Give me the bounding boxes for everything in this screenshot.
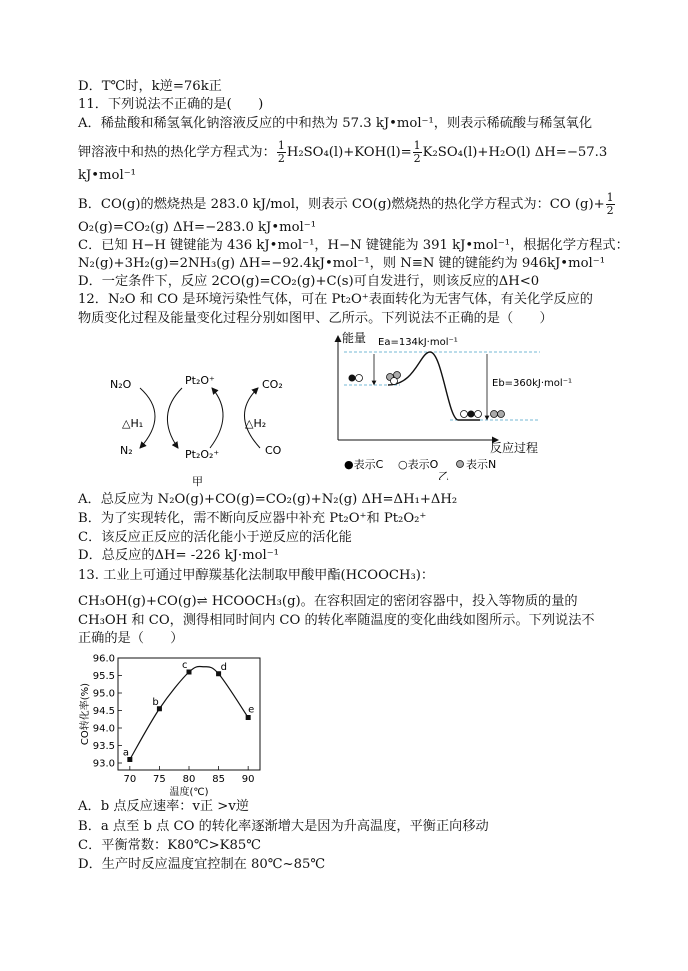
conversion-curve [130,666,248,759]
y-axis-label: CO转化率(%) [80,682,91,746]
y-tick-label: 95.5 [92,671,115,682]
yi-legend-c: ●表示C [344,458,384,471]
q13-option-d: D．生产时反应温度宜控制在 80℃~85℃ [78,857,326,872]
x-tick-label: 70 [123,774,137,785]
yi-atom-c [349,375,356,382]
data-label-e: e [248,704,255,716]
x-axis-label: 温度(℃) [169,787,209,798]
x-tick-label: 90 [241,774,255,785]
q12-stem-line2: 物质变化过程及能量变化过程分别如图甲、乙所示。下列说法不正确的是（ ） [78,311,553,326]
chart-frame [118,658,260,770]
q12-option-b: B．为了实现转化，需不断向反应器中补充 Pt₂O⁺和 Pt₂O₂⁺ [78,511,427,526]
jia-n2o: N₂O [110,378,132,391]
q11-option-d: D．一定条件下，反应 2CO(g)=CO₂(g)+C(s)可自发进行，则该反应的ΔH<0 [78,274,540,289]
q13-option-a: A．b 点反应速率：v正 >v逆 [78,799,249,814]
q11a-text3: K₂SO₄(l)+H₂O(l) ΔH=−57.3 [422,145,608,160]
y-tick-label: 93.0 [92,758,115,770]
q11a-text1: 钾溶液中和热的热化学方程式为： [78,145,276,160]
q11-option-b-line1 [78,192,616,217]
yi-atom-o [461,411,468,418]
q13-text: 。在容积固定的密闭容器中，投入等物质的量的 [300,594,578,609]
q12-stem-line1: 12．N₂O 和 CO 是环境污染性气体，可在 Pt₂O⁺表面转化为无害气体，有关化学反应的 [78,292,593,307]
frac-num: 1 [606,191,614,204]
yi-x-label: 反应过程 [490,441,539,455]
jia-co: CO [265,444,282,457]
y-tick-label: 93.5 [92,741,115,752]
jia-n2: N₂ [120,444,133,457]
jia-pt2o2-plus: Pt₂O₂⁺ [185,448,220,461]
q11a-text2: H₂SO₄(l)+KOH(l)= [286,145,412,160]
co-conversion-chart [78,652,268,802]
data-label-d: d [220,661,227,673]
q13-stem-line2 [78,593,578,611]
yi-atom-n [491,411,498,418]
jia-arrow-left-inner [167,388,182,448]
y-tick-label: 96.0 [92,653,115,665]
y-tick-label: 94.5 [92,706,115,717]
frac-den: 2 [413,152,421,165]
data-label-c: c [182,660,188,671]
q11-option-a-line2 [78,140,607,165]
data-label-a: a [122,747,129,759]
q13-stem-line3: CH₃OH 和 CO，测得相同时间内 CO 的转化率随温度的变化曲线如图所示。下列说法不 [78,613,595,628]
q13-stem-line4: 正确的是（ ） [78,631,184,646]
x-tick-label: 75 [153,774,166,785]
q12-option-c: C．该反应正反应的活化能小于逆反应的活化能 [78,530,352,545]
y-tick-label: 94.0 [92,723,115,735]
yi-eb-label: Eb=360kJ·mol⁻¹ [492,378,572,389]
jia-pt2o-plus: Pt₂O⁺ [185,374,215,387]
q12-option-a: A．总反应为 N₂O(g)+CO(g)=CO₂(g)+N₂(g) ΔH=ΔH₁+ΔH₂ [78,492,458,507]
fraction-half [413,140,422,165]
yi-legend-n: 表示N [466,458,497,471]
q11-option-b-line2: O₂(g)=CO₂(g) ΔH=−283.0 kJ•mol⁻¹ [78,220,317,235]
yi-legend-n-icon [457,461,464,468]
q13-option-c: C．平衡常数：K80℃>K85℃ [78,838,262,853]
fraction-half [277,140,286,165]
yi-energy-curve [388,352,480,420]
jia-co2: CO₂ [262,378,283,391]
data-label-b: b [152,696,159,708]
yi-ea-label: Ea=134kJ·mol⁻¹ [378,337,458,348]
yi-atom-n [498,411,505,418]
yi-atom-o [475,411,482,418]
frac-den: 2 [277,152,285,165]
frac-den: 2 [606,204,614,217]
fraction-half [606,192,615,217]
q11-option-a-line1: A．稀盐酸和稀氢氧化钠溶液反应的中和热为 57.3 kJ•mol⁻¹，则表示稀硫酸与稀氢氧化 [78,116,593,131]
yi-atom-c [468,411,475,418]
q11-option-a-line3: kJ•mol⁻¹ [78,168,136,183]
figure-yi [330,328,600,480]
jia-caption: 甲 [192,475,203,488]
q12-option-d: D．总反应的ΔH= -226 kJ·mol⁻¹ [78,548,279,563]
yi-y-label: 能量 [342,331,367,345]
x-tick-label: 85 [212,774,225,785]
q13-stem-line1: 13. 工业上可通过甲醇羰基化法制取甲酸甲酯(HCOOCH₃)： [78,568,435,583]
q13-option-b: B．a 点至 b 点 CO 的转化率逐渐增大是因为升高温度，平衡正向移动 [78,819,489,834]
q13-equation: CH₃OH(g)+CO(g)⇌ HCOOCH₃(g) [78,594,301,609]
figure-jia [100,360,300,490]
yi-atom-o [391,378,398,385]
yi-legend-o: ○表示O [398,458,439,471]
jia-dh1: △H₁ [122,417,144,430]
jia-dh2: △H₂ [245,417,267,430]
x-tick-label: 80 [182,774,196,785]
data-point-e [246,715,251,720]
jia-arrow-right-inner [210,388,223,448]
frac-num: 1 [277,139,285,152]
yi-caption: 乙 [438,470,449,480]
q11b-text1: B．CO(g)的燃烧热是 283.0 kJ/mol，则表示 CO(g)燃烧热的热化学方程式为：CO (g)+ [78,197,605,212]
yi-atom-o [356,375,363,382]
q11-stem: 11．下列说法不正确的是( ) [78,97,264,112]
y-tick-label: 95.0 [92,688,115,700]
frac-num: 1 [413,139,421,152]
q10-option-d: D．T℃时，k逆=76k正 [78,79,222,94]
q11-option-c-line1: C．已知 H−H 键键能为 436 kJ•mol⁻¹，H−N 键键能为 391 kJ•mol⁻¹，根据化学方程式： [78,238,629,253]
q11-option-c-line2: N₂(g)+3H₂(g)=2NH₃(g) ΔH=−92.4kJ•mol⁻¹，则 N≡N 键的键能约为 946kJ•mol⁻¹ [78,256,605,271]
